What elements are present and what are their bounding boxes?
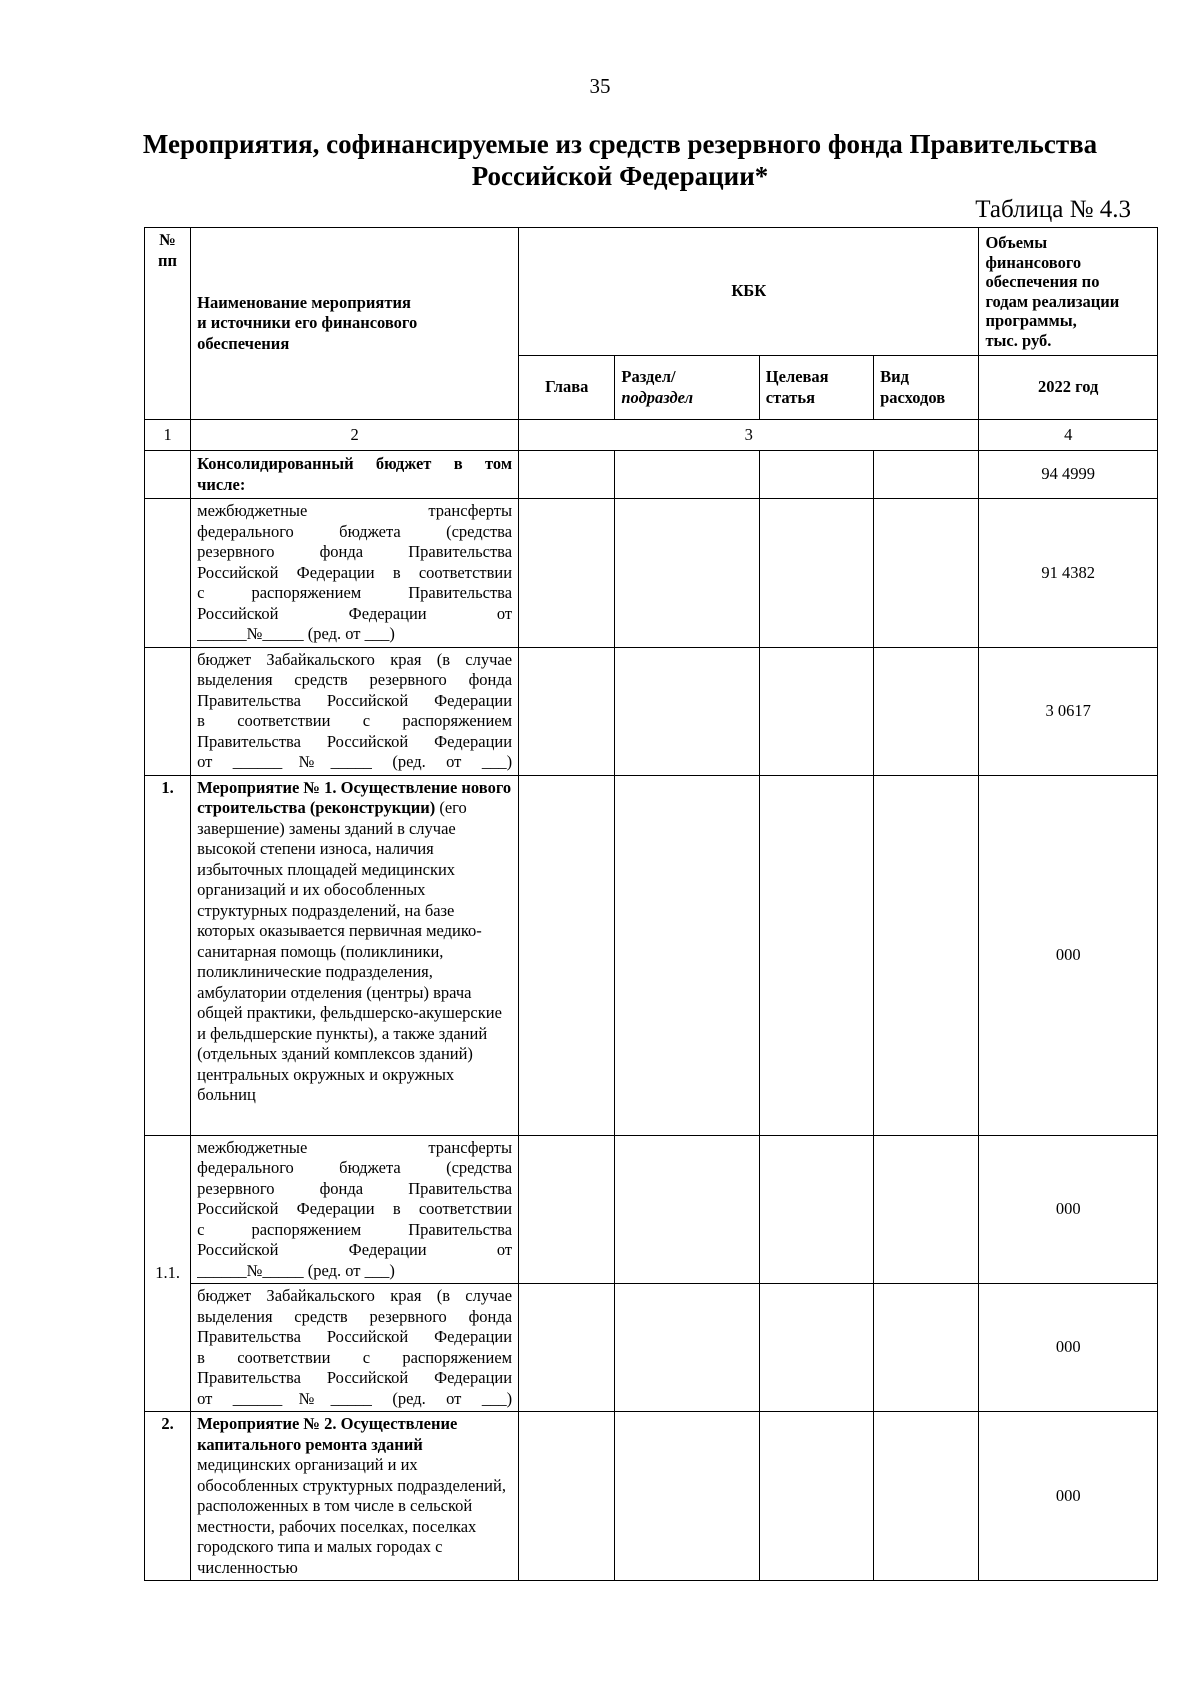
row-measure2-value: 000 xyxy=(979,1412,1158,1581)
header-kbk: КБК xyxy=(519,228,979,356)
row-consolidated-value: 94 4999 xyxy=(979,451,1158,499)
col-number-2: 2 xyxy=(191,420,519,451)
row-measure1-value: 000 xyxy=(979,775,1158,1135)
header-volume: Объемы финансового обеспечения по годам реализации программы, тыс. руб. xyxy=(979,228,1158,356)
row-federal-label: межбюджетные трансферты федерального бюджета (средства резервного фонда Правительства Российской Федерации в соответствии с распоряжением Правительства Российской Федерации от ______№_____ (ред. от ___) xyxy=(191,499,519,648)
table-row xyxy=(145,647,1158,775)
page-number: 35 xyxy=(589,74,611,98)
col-number-3: 3 xyxy=(519,420,979,451)
row-measure1-label: Мероприятие № 1. Осуществление нового строительства (реконструкции) (его завершение) замены зданий в случае высокой степени износа, наличия избыточных площадей медицинских организаций и их обособленных структурных подразделений, на базе которых оказывается первичная медико-санитарная помощь (поликлиники, поликлинические подразделения, амбулатории отделения (центры) врача общей практики, фельдшерско-акушерские и фельдшерские пункты), а также зданий (отдельных зданий комплексов зданий) центральных окружных и окружных больниц xyxy=(191,775,519,1135)
row-measure2-label: Мероприятие № 2. Осуществление капитального ремонта зданий медицинских организаций и их обособленных структурных подразделений, расположенных в том числе в сельской местности, рабочих поселках, поселках городского типа и малых городах с численностью xyxy=(191,1412,519,1581)
row-measure1-1-federal-value: 000 xyxy=(979,1135,1158,1284)
header-name: Наименование мероприятия и источники его финансового обеспечения xyxy=(191,228,519,420)
header-year: 2022 год xyxy=(979,356,1158,420)
header-glava: Глава xyxy=(519,356,615,420)
document-title xyxy=(100,128,1140,192)
row-regional-label: бюджет Забайкальского края (в случае выделения средств резервного фонда Правительства Российской Федерации в соответствии с распоряжением Правительства Российской Федерации от ______№_____ (ред. от ___) xyxy=(191,647,519,775)
column-numbers-row xyxy=(145,420,1158,451)
funding-table xyxy=(144,227,1158,1581)
header-razdel: Раздел/ подраздел xyxy=(615,356,759,420)
title-line-1: Мероприятия, софинансируемые из средств резервного фонда Правительства xyxy=(142,129,1098,159)
header-vid: Вид расходов xyxy=(874,356,979,420)
row-measure1-1-index: 1.1. xyxy=(145,1135,191,1412)
row-measure2-index: 2. xyxy=(145,1412,191,1581)
col-number-1: 1 xyxy=(145,420,191,451)
table-row xyxy=(145,1412,1158,1581)
table-row xyxy=(145,775,1158,1135)
table-row xyxy=(145,1284,1158,1412)
col-number-4: 4 xyxy=(979,420,1158,451)
table-row xyxy=(145,1135,1158,1284)
row-regional-value: 3 0617 xyxy=(979,647,1158,775)
row-measure1-index: 1. xyxy=(145,775,191,1135)
header-num: № пп xyxy=(145,228,191,420)
table-row xyxy=(145,499,1158,648)
row-measure1-1-regional-value: 000 xyxy=(979,1284,1158,1412)
table-row xyxy=(145,451,1158,499)
row-measure1-1-regional-label: бюджет Забайкальского края (в случае выделения средств резервного фонда Правительства Российской Федерации в соответствии с распоряжением Правительства Российской Федерации от ______№_____ (ред. от ___) xyxy=(191,1284,519,1412)
row-measure1-1-federal-label: межбюджетные трансферты федерального бюджета (средства резервного фонда Правительства Российской Федерации в соответствии с распоряжением Правительства Российской Федерации от ______№_____ (ред. от ___) xyxy=(191,1135,519,1284)
row-consolidated-label: Консолидированный бюджет в том числе: xyxy=(191,451,519,499)
row-federal-value: 91 4382 xyxy=(979,499,1158,648)
header-celevaya: Целевая статья xyxy=(759,356,873,420)
header-row-1 xyxy=(145,228,1158,356)
title-line-2: Российской Федерации* xyxy=(471,161,769,191)
table-caption: Таблица № 4.3 xyxy=(975,196,1131,223)
